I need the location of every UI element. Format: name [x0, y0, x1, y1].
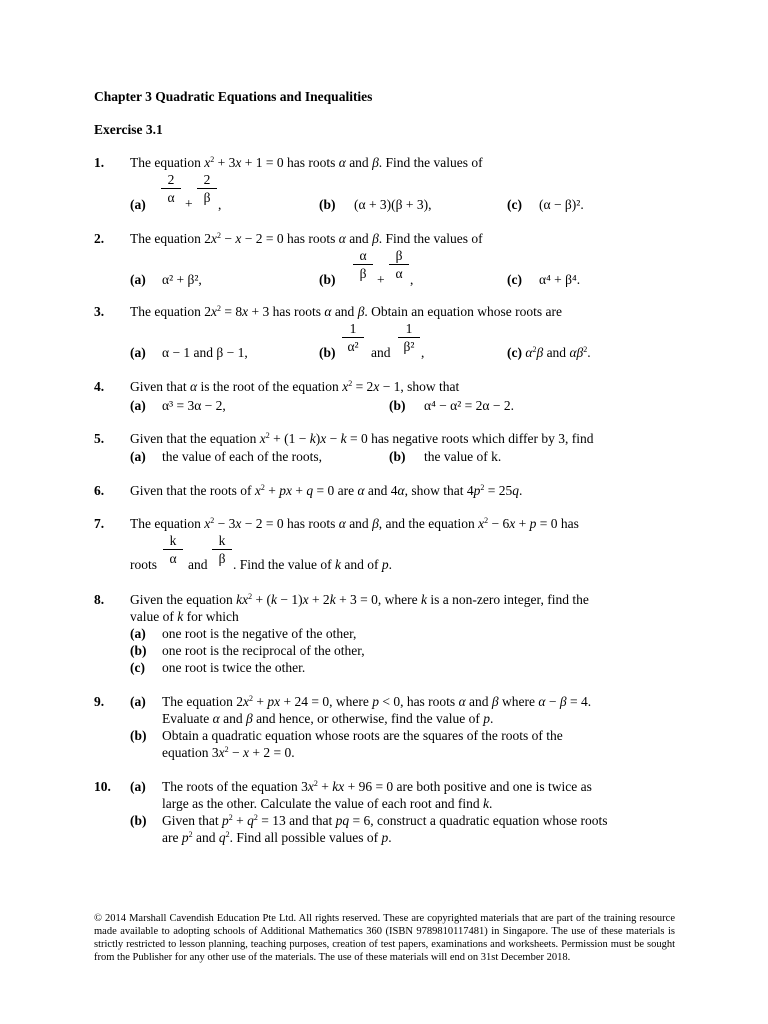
q3-b-fraction-1: 1 α² — [342, 321, 364, 354]
q2-b-plus: + — [377, 272, 385, 287]
q3-c-text: (c) $\alpha^2\beta$ and $\alpha\beta^2$. — [507, 345, 591, 360]
q9-b-line2: equation $3x^2 - x + 2 = 0$. — [162, 745, 295, 760]
q9-label-a: (a) — [130, 694, 146, 709]
q10-b-line2: are $p^2$ and $q^2$. Find all possible values of p. — [162, 830, 392, 845]
q8-label-a: (a) — [130, 626, 146, 641]
q4-label-b: (b) — [389, 398, 406, 413]
q9-a-line2: Evaluate α and β and hence, or otherwise, find the value of p. — [162, 711, 494, 726]
q1-label-b: (b) — [319, 197, 336, 212]
q7-number: 7. — [94, 516, 105, 531]
q4-label-a: (a) — [130, 398, 146, 413]
q5-stem: Given that the equation $x^2 + (1 - k)x - k = 0$ has negative roots which differ by 3, find — [130, 431, 594, 446]
q6-number: 6. — [94, 483, 105, 498]
q5-a-text: the value of each of the roots, — [162, 449, 323, 464]
q8-stem-line2: value of k for which — [130, 609, 239, 624]
q10-a-line2: large as the other. Calculate the value of each root and find k. — [162, 796, 493, 811]
q9-b-line1: Obtain a quadratic equation whose roots are the squares of the roots of the — [162, 728, 563, 743]
q2-b-fraction-1: α β — [353, 248, 373, 281]
q5-b-text: the value of k. — [424, 449, 502, 464]
q1-b-text: (α + 3)(β + 3), — [354, 197, 432, 212]
q10-label-b: (b) — [130, 813, 147, 828]
q10-a-line1: The roots of the equation $3x^2$ + kx + 96 = 0 are both positive and one is twice as — [162, 779, 592, 794]
q2-label-c: (c) — [507, 272, 522, 287]
q1-a-plus: + — [185, 196, 193, 211]
q8-b-text: one root is the reciprocal of the other, — [162, 643, 365, 658]
q7-stem: The equation $x^2 - 3x - 2 = 0$ has roots α and β, and the equation $x^2 - 6x + p = 0$ has — [130, 516, 579, 531]
q3-b-fraction-2: 1 β² — [398, 321, 420, 354]
q9-number: 9. — [94, 694, 105, 709]
q9-a-line1: The equation $2x^2$ + px + 24 = 0, where p < 0, has roots α and β where α − β = 4. — [162, 694, 592, 709]
q9-label-b: (b) — [130, 728, 147, 743]
q3-a-text: α − 1 and β − 1, — [162, 345, 248, 360]
q3-number: 3. — [94, 304, 105, 319]
q7-fraction-1: k α — [163, 533, 183, 566]
q2-stem: The equation $2x^2 - x - 2 = 0$ has roots α and β. Find the values of — [130, 231, 483, 246]
q2-label-a: (a) — [130, 272, 146, 287]
q7-fraction-2: k β — [212, 533, 232, 566]
q7-roots-word: roots — [130, 557, 157, 572]
q7-tail: . Find the value of k and of p. — [233, 557, 392, 572]
q1-label-c: (c) — [507, 197, 522, 212]
q3-label-b: (b) — [319, 345, 336, 360]
q2-c-text: α⁴ + β⁴. — [539, 272, 581, 287]
q8-c-text: one root is twice the other. — [162, 660, 306, 675]
q1-number: 1. — [94, 155, 105, 170]
exercise-title: Exercise 3.1 — [94, 122, 163, 137]
q6-stem: Given that the roots of $x^2$ + px + q = 0 are α and 4α, show that $4p^2 = 25q$. — [130, 483, 523, 498]
q3-b-comma: , — [421, 345, 425, 360]
q1-a-comma: , — [218, 197, 222, 212]
q8-label-b: (b) — [130, 643, 147, 658]
q3-label-a: (a) — [130, 345, 146, 360]
q1-a-fraction-2: 2 β — [197, 172, 217, 205]
q5-number: 5. — [94, 431, 105, 446]
q2-b-fraction-2: β α — [389, 248, 409, 281]
chapter-title: Chapter 3 Quadratic Equations and Inequalities — [94, 89, 373, 104]
q4-b-text: α⁴ − α² = 2α − 2. — [424, 398, 514, 413]
q1-a-fraction-1: 2 α — [161, 172, 181, 205]
q5-label-a: (a) — [130, 449, 146, 464]
q2-b-comma: , — [410, 272, 414, 287]
q7-and: and — [188, 557, 208, 572]
q8-number: 8. — [94, 592, 105, 607]
q1-stem: The equation $x^2 + 3x + 1 = 0$ has roots α and β. Find the values of — [130, 155, 483, 170]
q4-stem: Given that α is the root of the equation $x^2 = 2x - 1$, show that — [130, 379, 460, 394]
copyright-notice: © 2014 Marshall Cavendish Education Pte Ltd. All rights reserved. These are copyrighted materials that are part of the training resource made available to adopting schools of Additional Mathematics 360 (ISBN 9789810117481) in Singapore. The use of these materials is strictly restricted to lesson planning, teaching purposes, creation of test papers, examinations and worksheets. Permission must be sought from the Publisher for any other use of the materials. The use of these materials will end on 31st December 2018. — [94, 913, 675, 963]
q2-a-text: α² + β², — [162, 272, 202, 287]
q2-label-b: (b) — [319, 272, 336, 287]
q8-stem: Given the equation $kx^2 + (k - 1)x + 2k + 3 = 0$, where k is a non-zero integer, find the — [130, 592, 589, 607]
q8-a-text: one root is the negative of the other, — [162, 626, 357, 641]
q1-label-a: (a) — [130, 197, 146, 212]
q10-b-line1: Given that $p^2 + q^2 = 13$ and that pq = 6, construct a quadratic equation whose roots — [162, 813, 608, 828]
q3-b-and: and — [371, 345, 391, 360]
q4-number: 4. — [94, 379, 105, 394]
q8-label-c: (c) — [130, 660, 145, 675]
q10-label-a: (a) — [130, 779, 146, 794]
q1-c-text: (α − β)². — [539, 197, 584, 212]
q10-number: 10. — [94, 779, 111, 794]
q4-a-text: α³ = 3α − 2, — [162, 398, 226, 413]
q3-stem: The equation $2x^2 = 8x + 3$ has roots α and β. Obtain an equation whose roots are — [130, 304, 562, 319]
q2-number: 2. — [94, 231, 105, 246]
q5-label-b: (b) — [389, 449, 406, 464]
